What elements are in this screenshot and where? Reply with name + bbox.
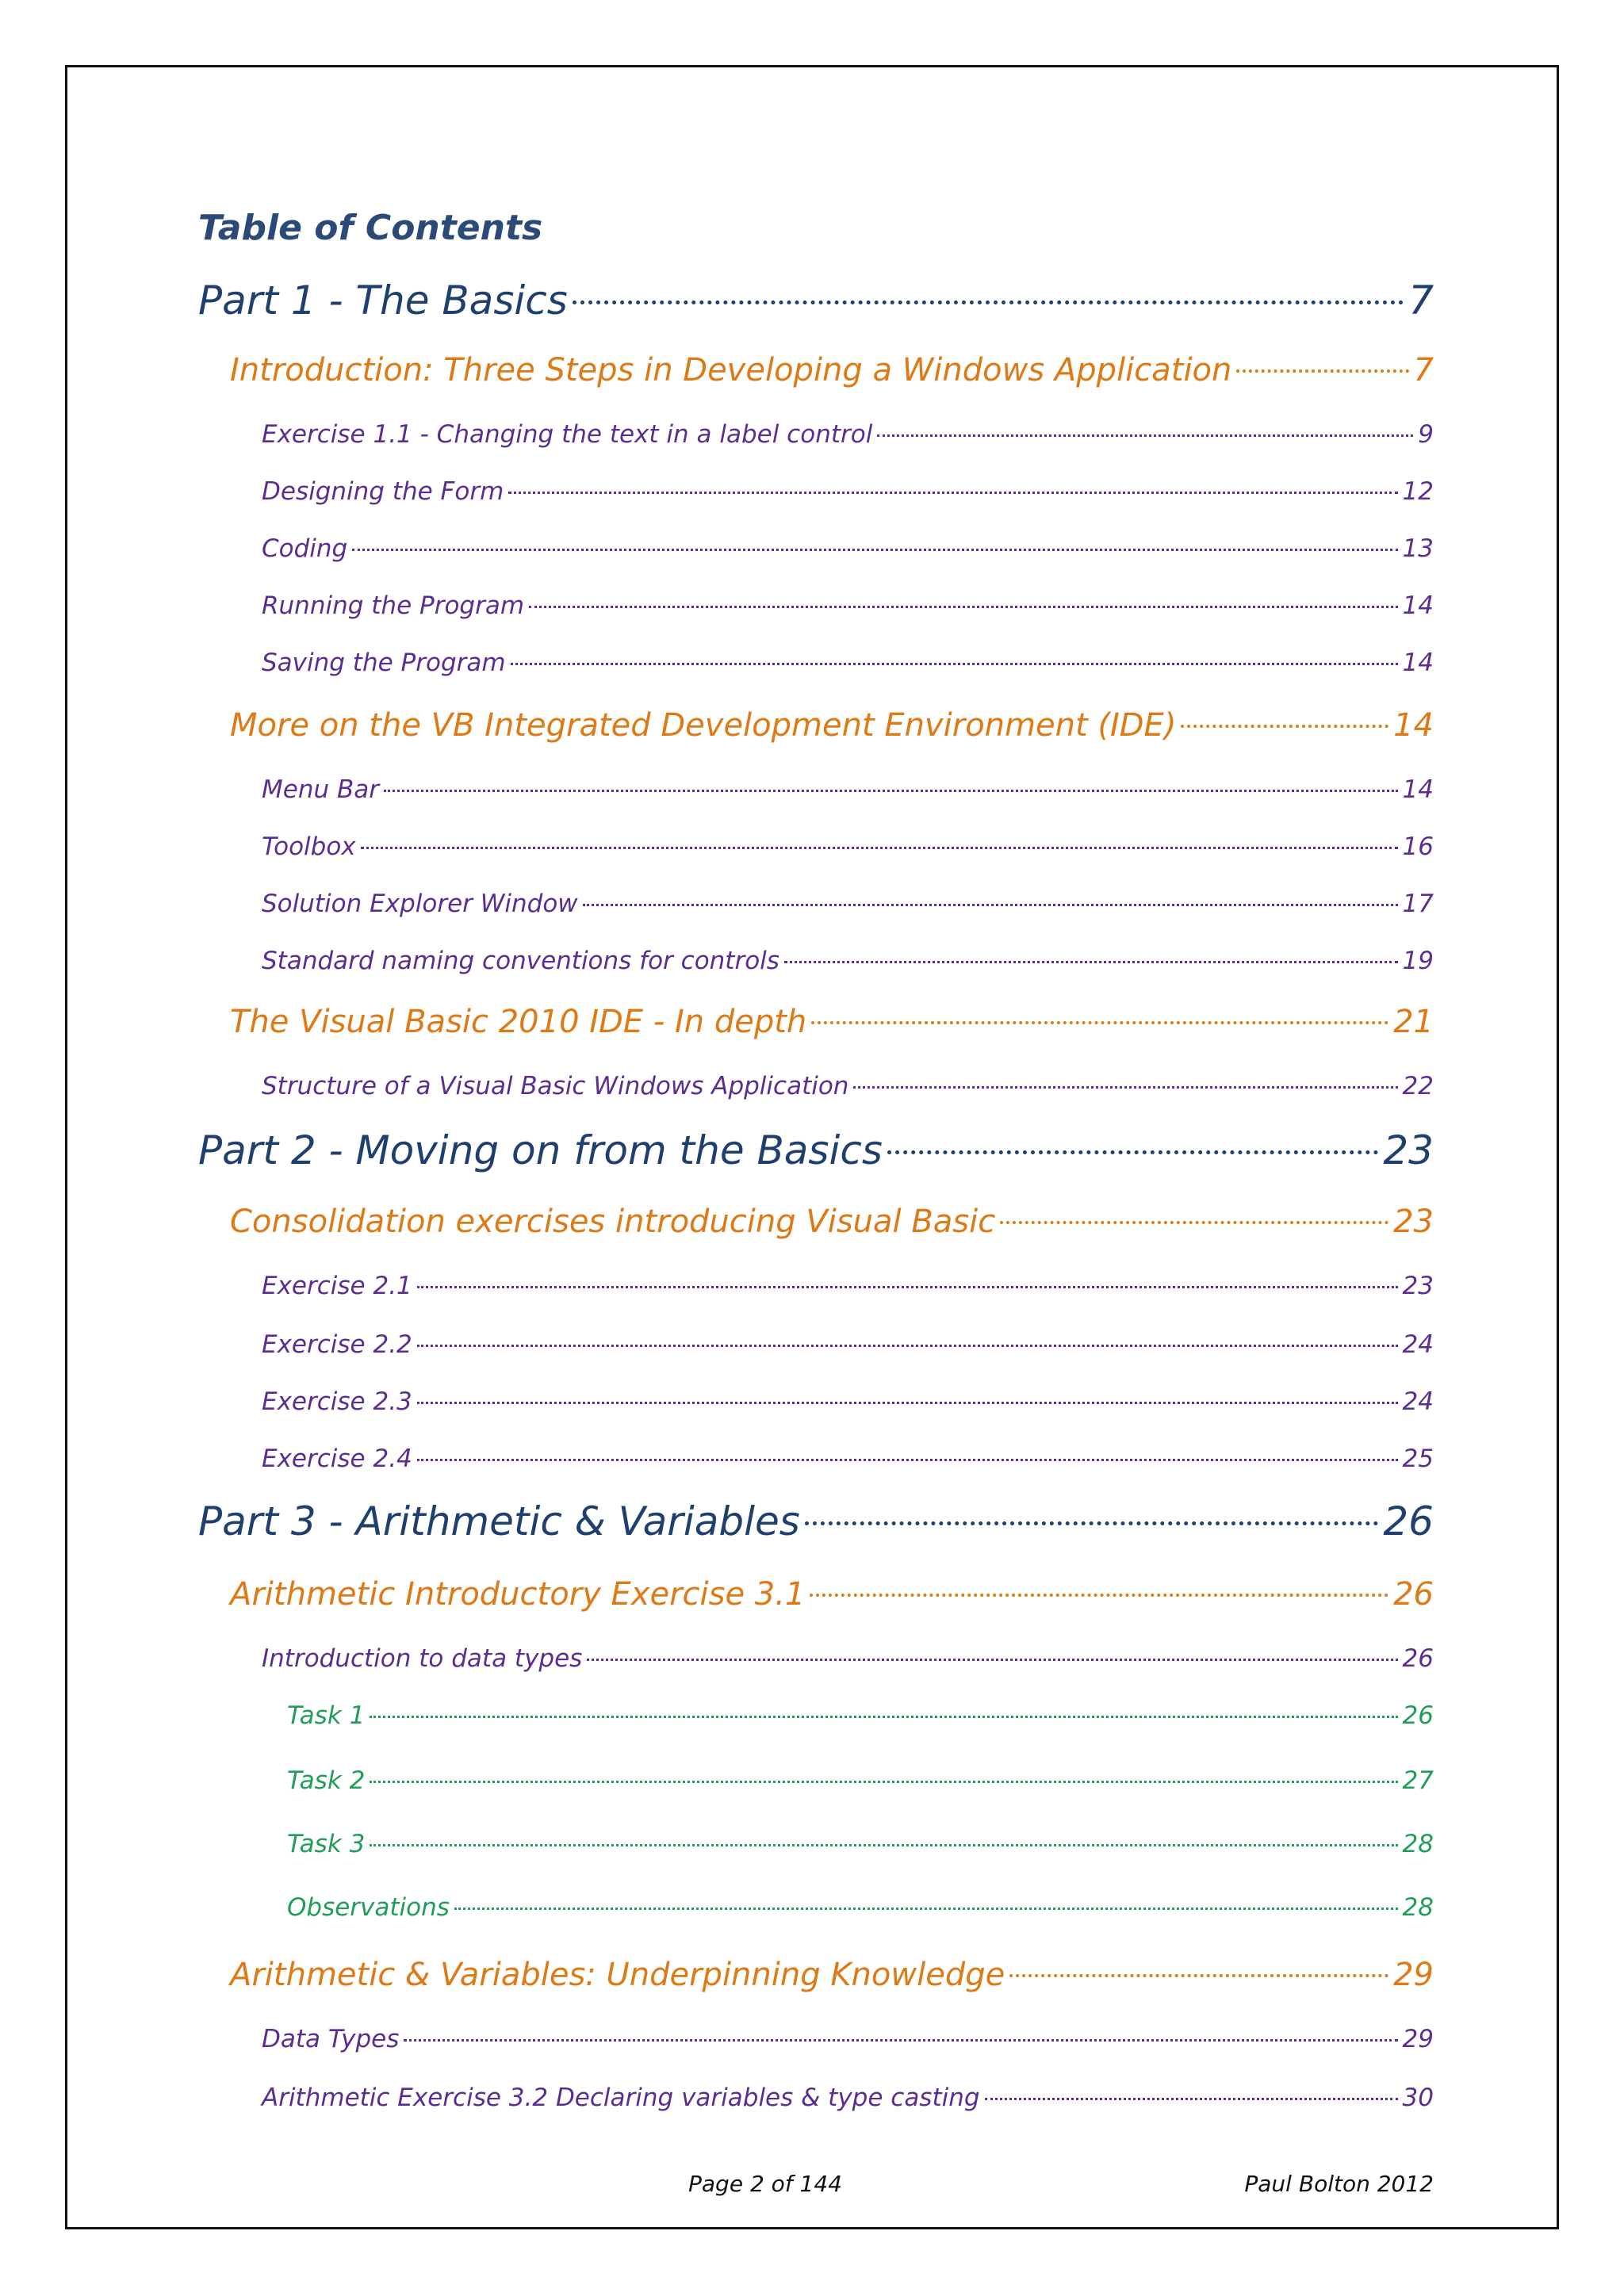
toc-entry-text: Part 2 - Moving on from the Basics — [198, 1127, 883, 1173]
toc-entry-page: 24 — [1402, 1387, 1434, 1416]
dot-leader — [805, 1521, 1379, 1525]
toc-entry-page: 28 — [1402, 1893, 1434, 1922]
toc-entry-page: 7 — [1413, 352, 1434, 388]
toc-entry-text: Introduction: Three Steps in Developing a Windows Application — [230, 352, 1232, 388]
dot-leader — [417, 1402, 1398, 1404]
toc-entry-saving-the-program[interactable] — [262, 649, 1434, 677]
toc-entry-text: More on the VB Integrated Development Environment (IDE) — [230, 707, 1177, 744]
toc-entry-page: 23 — [1402, 1272, 1434, 1300]
toc-entry-text: Task 3 — [287, 1830, 366, 1858]
toc-entry-text: Part 1 - The Basics — [198, 277, 568, 323]
toc-entry-page: 28 — [1402, 1830, 1434, 1858]
toc-entry-text: Consolidation exercises introducing Visual Basic — [230, 1203, 996, 1240]
toc-entry-page: 29 — [1402, 2025, 1434, 2053]
dot-leader — [587, 1659, 1397, 1661]
toc-entry-text: Menu Bar — [262, 775, 379, 804]
toc-entry-arithmetic-intro-exercise-3-1[interactable] — [230, 1576, 1434, 1613]
toc-entry-data-types[interactable] — [262, 2025, 1434, 2053]
toc-entry-page: 16 — [1402, 832, 1434, 861]
toc-entry-text: Solution Explorer Window — [262, 890, 578, 918]
dot-leader — [784, 961, 1398, 963]
toc-entry-text: Task 2 — [287, 1766, 366, 1795]
toc-entry-text: Data Types — [262, 2025, 400, 2053]
toc-entry-text: Structure of a Visual Basic Windows Application — [262, 1072, 849, 1100]
toc-entry-text: Part 3 - Arithmetic & Variables — [198, 1498, 800, 1544]
toc-entry-page: 24 — [1402, 1330, 1434, 1359]
toc-entry-text: The Visual Basic 2010 IDE - In depth — [230, 1004, 807, 1040]
dot-leader — [887, 1150, 1378, 1154]
toc-entry-exercise-2-2[interactable] — [262, 1330, 1434, 1359]
toc-entry-page: 21 — [1393, 1004, 1434, 1040]
toc-entry-vb-2010-ide-in-depth[interactable] — [230, 1004, 1434, 1040]
toc-entry-page: 12 — [1402, 477, 1434, 506]
toc-entry-text: Running the Program — [262, 591, 525, 620]
dot-leader — [583, 904, 1398, 906]
toc-entry-text: Exercise 1.1 - Changing the text in a label control — [262, 420, 873, 449]
toc-entry-text: Arithmetic & Variables: Underpinning Knowledge — [230, 1957, 1005, 1993]
toc-entry-text: Arithmetic Exercise 3.2 Declaring variables & type casting — [262, 2084, 980, 2112]
toc-entry-designing-the-form[interactable] — [262, 477, 1434, 506]
toc-entry-text: Designing the Form — [262, 477, 504, 506]
toc-entry-text: Arithmetic Introductory Exercise 3.1 — [230, 1576, 806, 1613]
toc-entry-running-the-program[interactable] — [262, 591, 1434, 620]
toc-entry-observations[interactable] — [287, 1893, 1434, 1922]
toc-entry-exercise-2-1[interactable] — [262, 1272, 1434, 1300]
toc-entry-text: Task 1 — [287, 1701, 366, 1730]
toc-entry-solution-explorer-window[interactable] — [262, 890, 1434, 918]
dot-leader — [810, 1594, 1388, 1597]
dot-leader — [417, 1286, 1398, 1288]
toc-entry-more-on-the-vb-ide[interactable] — [230, 707, 1434, 744]
dot-leader — [529, 606, 1398, 608]
toc-entry-text: Toolbox — [262, 832, 356, 861]
toc-entry-page: 26 — [1402, 1701, 1434, 1730]
toc-entry-task-1[interactable] — [287, 1701, 1434, 1730]
toc-entry-text: Exercise 2.4 — [262, 1445, 412, 1473]
dot-leader — [352, 549, 1397, 551]
dot-leader — [877, 434, 1413, 437]
toc-entry-text: Exercise 2.2 — [262, 1330, 412, 1359]
dot-leader — [811, 1021, 1388, 1024]
dot-leader — [1009, 1974, 1388, 1977]
dot-leader — [985, 2098, 1398, 2100]
toc-entry-page: 14 — [1393, 707, 1434, 744]
toc-entry-exercise-2-3[interactable] — [262, 1387, 1434, 1416]
toc-entry-introduction-to-data-types[interactable] — [262, 1644, 1434, 1673]
toc-entry-exercise-1-1[interactable] — [262, 420, 1434, 449]
dot-leader — [361, 847, 1398, 849]
dot-leader — [417, 1459, 1398, 1461]
toc-entry-page: 17 — [1402, 890, 1434, 918]
toc-entry-page: 9 — [1418, 420, 1434, 449]
dot-leader — [370, 1781, 1397, 1783]
dot-leader — [508, 492, 1397, 494]
toc-entry-standard-naming-conventions[interactable] — [262, 947, 1434, 975]
dot-leader — [511, 663, 1398, 665]
toc-entry-page: 27 — [1402, 1766, 1434, 1795]
toc-entry-page: 30 — [1402, 2084, 1434, 2112]
dot-leader — [1236, 369, 1408, 373]
toc-entry-page: 22 — [1402, 1072, 1434, 1100]
dot-leader — [370, 1844, 1397, 1846]
toc-entry-arithmetic-exercise-3-2[interactable] — [262, 2084, 1434, 2112]
toc-entry-arithmetic-underpinning-knowledge[interactable] — [230, 1957, 1434, 1993]
toc-entry-coding[interactable] — [262, 534, 1434, 563]
toc-entry-page: 29 — [1393, 1957, 1434, 1993]
dot-leader — [1000, 1221, 1388, 1224]
dot-leader — [853, 1086, 1397, 1089]
toc-entry-structure-of-vb-app[interactable] — [262, 1072, 1434, 1100]
toc-entry-page: 23 — [1393, 1203, 1434, 1240]
dot-leader — [573, 300, 1404, 304]
toc-entry-text: Exercise 2.1 — [262, 1272, 412, 1300]
toc-entry-introduction[interactable] — [230, 352, 1434, 388]
toc-entry-page: 7 — [1408, 277, 1434, 323]
toc-entry-consolidation-exercises[interactable] — [230, 1203, 1434, 1240]
toc-entry-text: Standard naming conventions for controls — [262, 947, 779, 975]
toc-entry-toolbox[interactable] — [262, 832, 1434, 861]
dot-leader — [384, 790, 1398, 792]
toc-entry-task-2[interactable] — [287, 1766, 1434, 1795]
toc-entry-page: 19 — [1402, 947, 1434, 975]
dot-leader — [1181, 725, 1388, 728]
toc-entry-part-2[interactable] — [198, 1127, 1434, 1173]
dot-leader — [370, 1716, 1397, 1718]
dot-leader — [454, 1908, 1398, 1910]
toc-entry-page: 25 — [1402, 1445, 1434, 1473]
footer-page-number: Page 2 of 144 — [688, 2171, 842, 2197]
toc-entry-exercise-2-4[interactable] — [262, 1445, 1434, 1473]
toc-entry-text: Observations — [287, 1893, 450, 1922]
toc-entry-text: Exercise 2.3 — [262, 1387, 412, 1416]
toc-entry-page: 14 — [1402, 649, 1434, 677]
toc-entry-text: Saving the Program — [262, 649, 506, 677]
toc-entry-part-3[interactable] — [198, 1498, 1434, 1544]
footer-author: Paul Bolton 2012 — [1244, 2171, 1434, 2197]
toc-entry-text: Coding — [262, 534, 348, 563]
toc-entry-menu-bar[interactable] — [262, 775, 1434, 804]
toc-entry-part-1[interactable] — [198, 277, 1434, 323]
toc-entry-page: 23 — [1383, 1127, 1434, 1173]
toc-entry-page: 13 — [1402, 534, 1434, 563]
toc-entry-text: Introduction to data types — [262, 1644, 583, 1673]
dot-leader — [417, 1345, 1398, 1347]
toc-entry-page: 26 — [1393, 1576, 1434, 1613]
toc-entry-page: 26 — [1383, 1498, 1434, 1544]
toc-entry-task-3[interactable] — [287, 1830, 1434, 1858]
toc-entry-page: 26 — [1402, 1644, 1434, 1673]
toc-entry-page: 14 — [1402, 591, 1434, 620]
toc-title: Table of Contents — [198, 208, 543, 248]
toc-entry-page: 14 — [1402, 775, 1434, 804]
dot-leader — [404, 2039, 1397, 2042]
